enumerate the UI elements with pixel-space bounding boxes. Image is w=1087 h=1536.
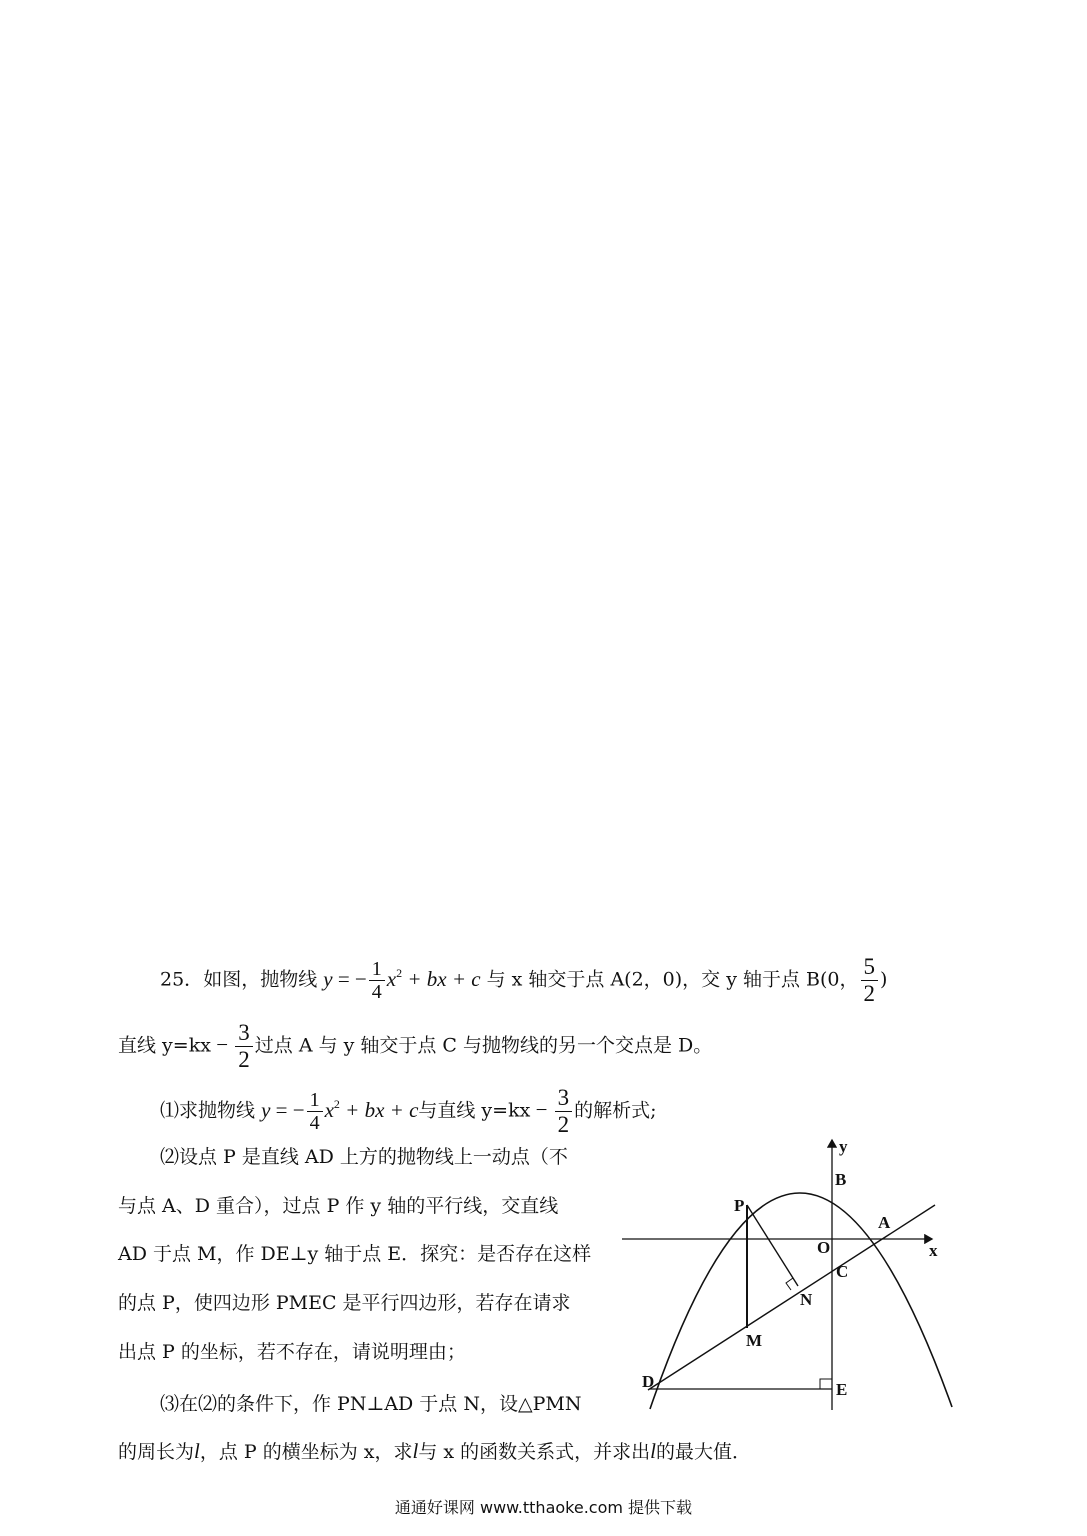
- fraction-five-half: $\frac{5}{2}$: [861, 954, 879, 1007]
- q2-line-2: 与点 A、D 重合），过点 P 作 y 轴的平行线，交直线: [118, 1195, 559, 1217]
- label-y: y: [839, 1137, 848, 1156]
- q2-line-4: 的点 P，使四边形 PMEC 是平行四边形，若存在请求: [118, 1292, 571, 1314]
- label-c: C: [836, 1262, 849, 1281]
- intro-text-a: 如图，抛物线: [203, 968, 318, 991]
- label-p: P: [734, 1196, 745, 1215]
- label-o: O: [817, 1238, 831, 1257]
- q3-line-1: ⑶在⑵的条件下，作 PN⊥AD 于点 N，设△PMN: [160, 1393, 582, 1415]
- line2-text-a: 直线 y=kx: [118, 1034, 211, 1057]
- parabola-formula: y = − $\frac{1}{4}$ $x^2$ + bx + c: [323, 958, 481, 1004]
- fraction-three-half: $\frac{3}{2}$: [235, 1020, 253, 1073]
- label-d: D: [642, 1372, 655, 1391]
- parabola-figure: [620, 1135, 960, 1415]
- right-angle-n: [786, 1278, 793, 1290]
- intro-text-b: 与 x 轴交于点 A(2，0)，交 y 轴于点 B(0，: [486, 968, 859, 991]
- footer-credit: 通通好课网 www.tthaoke.com 提供下载: [394, 1498, 693, 1517]
- right-angle-e: [820, 1379, 832, 1389]
- fraction-one-quarter: $\frac{1}{4}$: [369, 958, 385, 1003]
- label-m: M: [746, 1331, 763, 1350]
- q1-parabola-formula: y = − $\frac{1}{4}$ $x^2$ + bx + c: [261, 1089, 419, 1135]
- q1-text-b: 与直线 y=kx: [418, 1099, 531, 1122]
- problem-line-1: [160, 954, 887, 1007]
- problem-number: 25．: [160, 968, 204, 991]
- q2-line-5: 出点 P 的坐标，若不存在，请说明理由；: [118, 1341, 466, 1363]
- segment-pn: [747, 1205, 798, 1286]
- q1-text-c: 的解析式;: [574, 1099, 657, 1122]
- label-a: A: [878, 1213, 891, 1232]
- problem-line-2: 直线 y=kx − $\frac{3}{2}$ 过点 A 与 y 轴交于点 C 与抛物线的另一个交点是 D。: [118, 1020, 713, 1072]
- question-1: ⑴求抛物线 y = − $\frac{1}{4}$ $x^2$ + bx + c与直线 y=kx − $\frac{3}{2}$ 的解析式;: [160, 1085, 657, 1137]
- line2-text-b: 过点 A 与 y 轴交于点 C 与抛物线的另一个交点是 D。: [254, 1034, 713, 1057]
- q3-line-2: 的周长为l，点 P 的横坐标为 x，求l与 x 的函数关系式，并求出l的最大值．: [118, 1439, 751, 1463]
- label-x: x: [929, 1241, 938, 1260]
- q2-line-3: AD 于点 M，作 DE⊥y 轴于点 E．探究：是否存在这样: [118, 1243, 592, 1265]
- var-l: l: [194, 1439, 200, 1463]
- label-b: B: [835, 1170, 847, 1189]
- line-ad: [648, 1205, 935, 1390]
- intro-text-c: ): [880, 968, 888, 991]
- q2-line-1: ⑵设点 P 是直线 AD 上方的抛物线上一动点（不: [160, 1146, 568, 1168]
- q1-text-a: ⑴求抛物线: [160, 1099, 256, 1122]
- label-n: N: [800, 1290, 813, 1309]
- label-e: E: [836, 1380, 848, 1399]
